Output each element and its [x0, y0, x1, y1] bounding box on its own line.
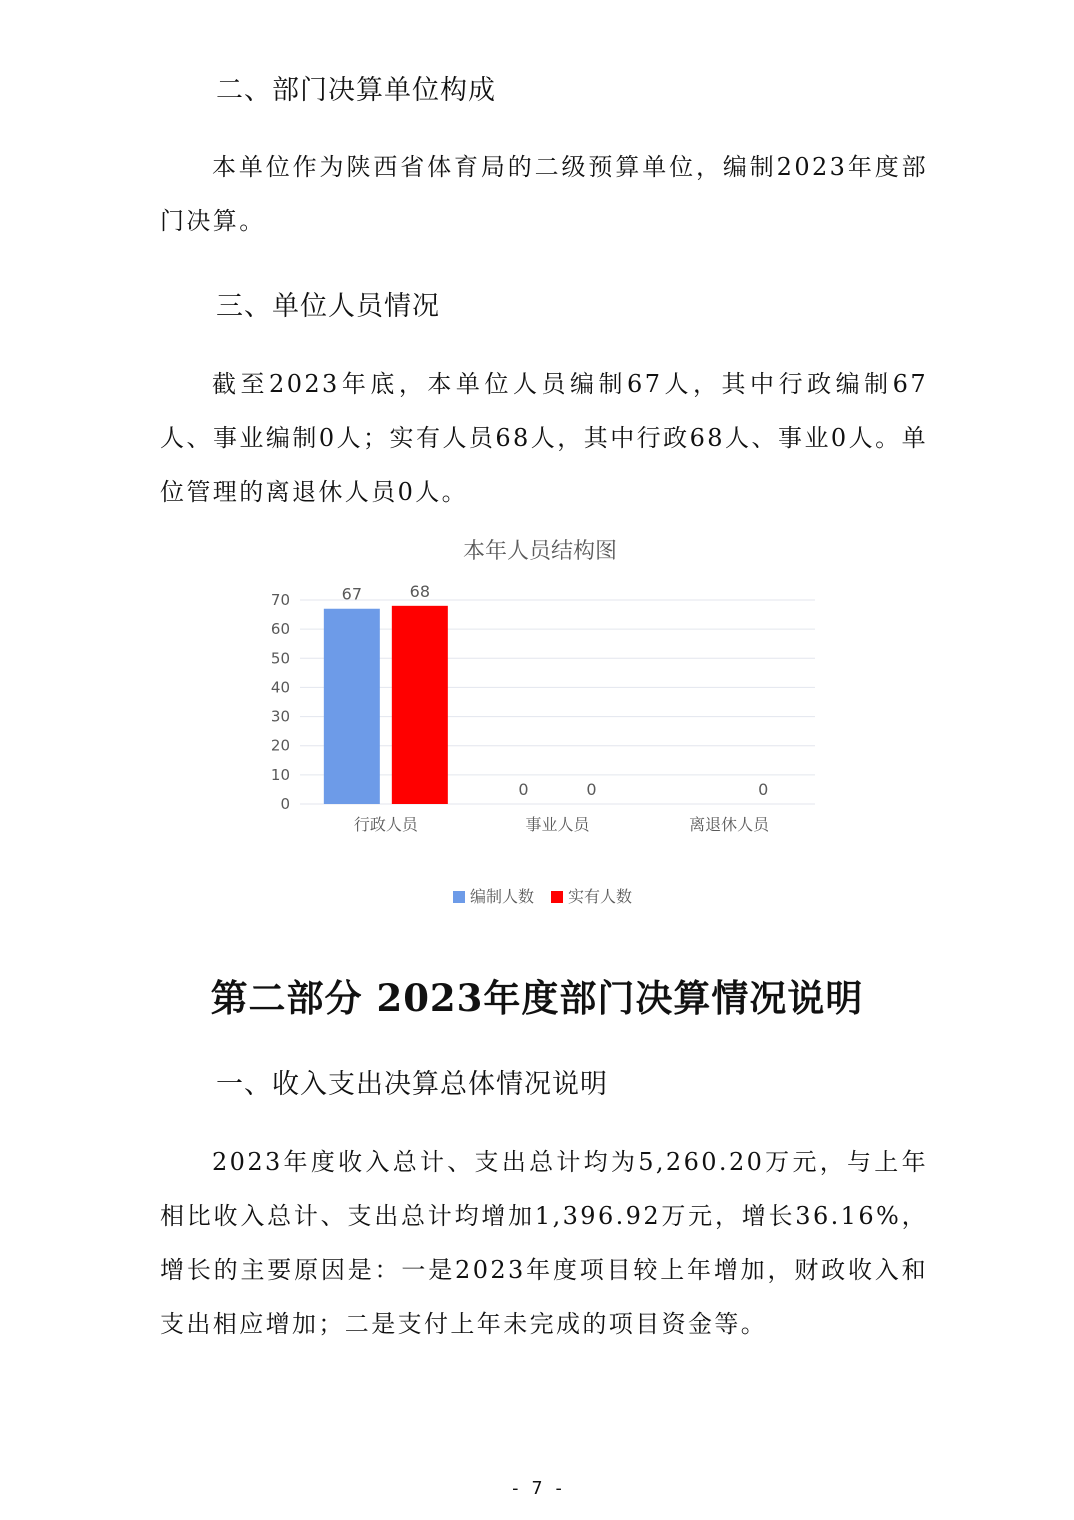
- paragraph-unit-composition: 本单位作为陕西省体育局的二级预算单位，编制2023年度部门决算。: [160, 153, 928, 235]
- bar: [324, 609, 380, 804]
- legend-swatch: [551, 891, 563, 903]
- y-tick-label: 50: [270, 649, 290, 668]
- data-label: 68: [409, 581, 431, 601]
- section-heading-staff: 三、单位人员情况: [216, 291, 440, 322]
- y-tick-label: 30: [270, 707, 290, 726]
- data-label: 67: [341, 584, 363, 604]
- chart-title: 本年人员结构图: [462, 539, 618, 564]
- y-tick-label: 10: [270, 765, 290, 784]
- x-tick-label: 行政人员: [353, 815, 418, 834]
- part-two-title: 第二部分 2023年度部门决算情况说明: [210, 976, 864, 1020]
- bar: [392, 606, 448, 804]
- legend-label: 编制人数: [470, 887, 535, 906]
- section-heading-unit-composition: 二、部门决算单位构成: [216, 75, 496, 106]
- data-label: 0: [758, 780, 769, 799]
- legend-swatch: [453, 891, 465, 903]
- y-tick-label: 40: [270, 678, 290, 697]
- x-tick-label: 离退休人员: [689, 815, 770, 834]
- staff-structure-chart: [240, 528, 840, 928]
- y-tick-label: 60: [270, 620, 290, 639]
- section-heading-income-expense: 一、收入支出决算总体情况说明: [216, 1069, 608, 1100]
- paragraph-income-expense: 2023年度收入总计、支出总计均为5,260.20万元，与上年相比收入总计、支出总计均增加1,396.92万元，增长36.16%，增长的主要原因是：一是2023年度项目较上年增加，财政收入和支出相应增加；二是支付上年未完成的项目资金等。: [160, 1148, 928, 1338]
- page-number: - 7 -: [509, 1478, 565, 1499]
- paragraph-staff: 截至2023年底，本单位人员编制67人，其中行政编制67人、事业编制0人；实有人员68人，其中行政68人、事业0人。单位管理的离退休人员0人。: [160, 370, 928, 506]
- legend-label: 实有人数: [568, 887, 633, 906]
- y-tick-label: 20: [270, 736, 290, 755]
- y-tick-label: 0: [280, 795, 290, 813]
- data-label: 0: [518, 780, 529, 799]
- data-label: 0: [586, 780, 597, 799]
- y-tick-label: 70: [270, 591, 290, 609]
- x-tick-label: 事业人员: [525, 815, 590, 834]
